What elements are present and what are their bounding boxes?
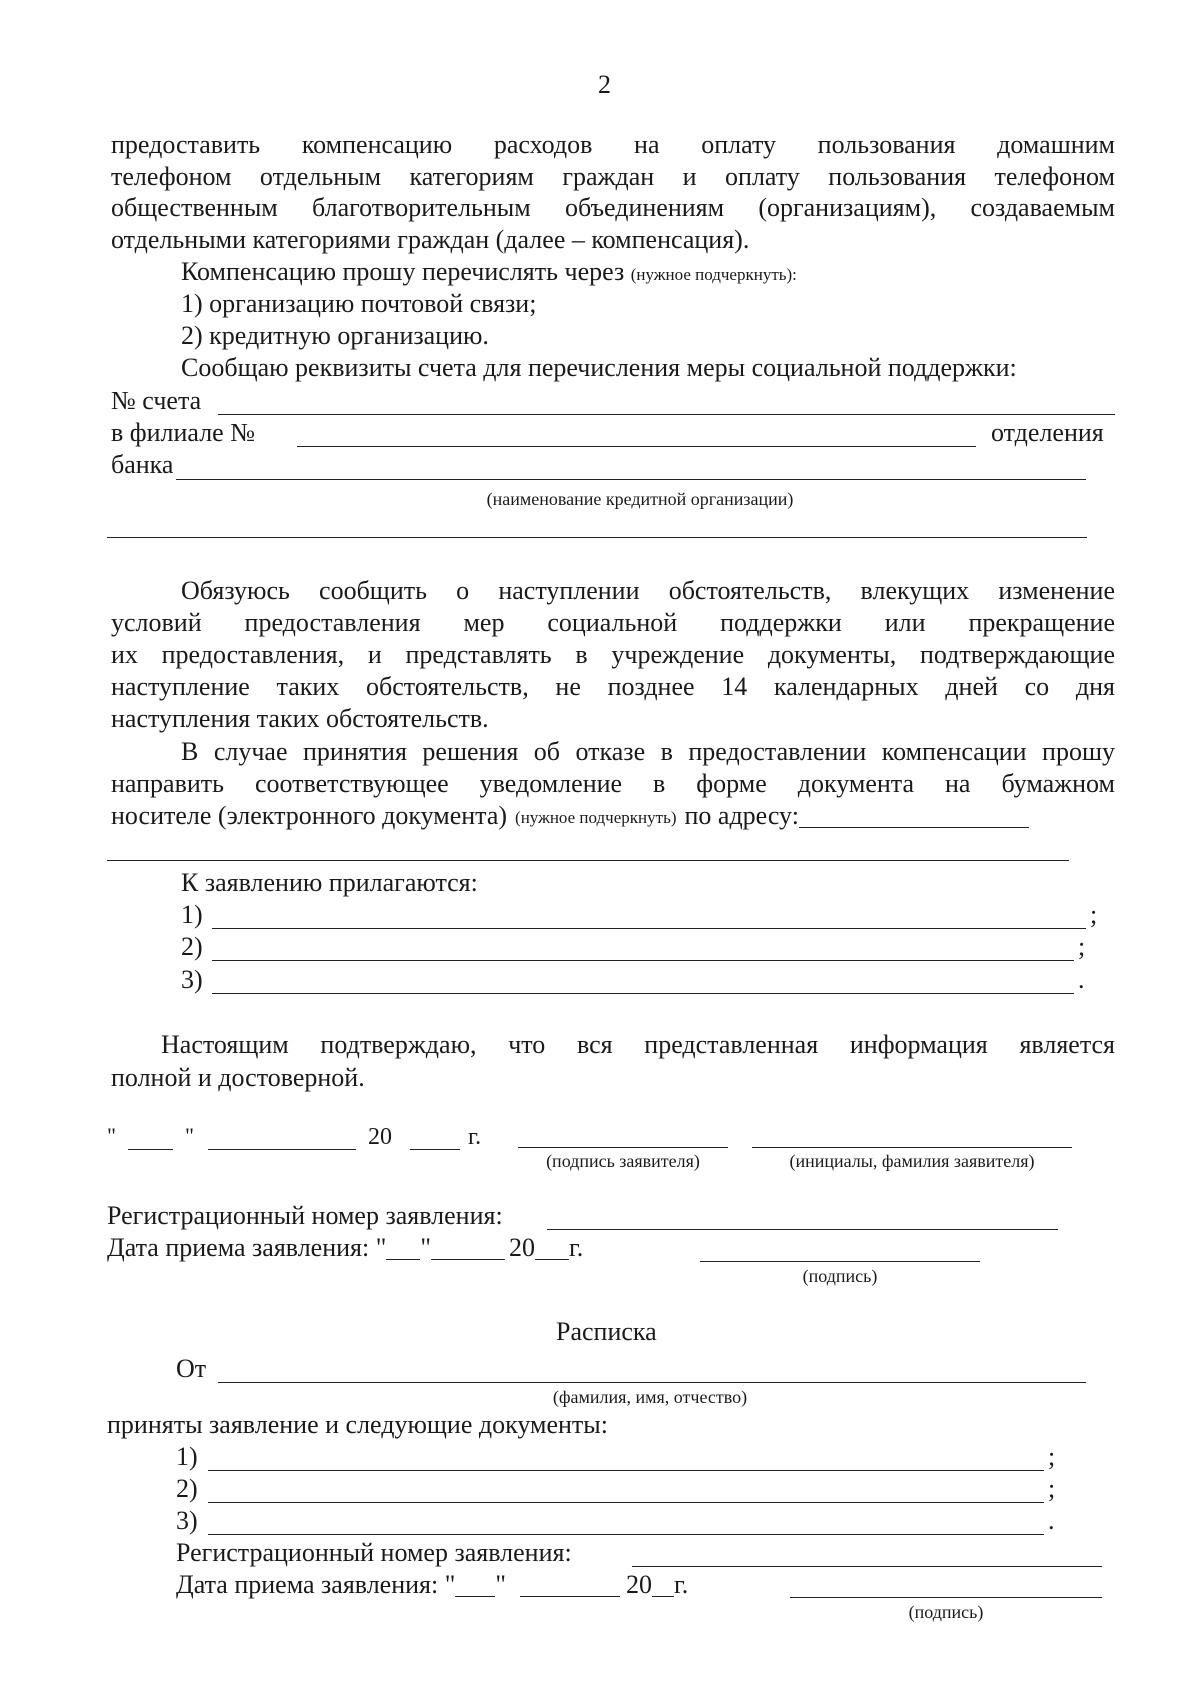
attachment-field[interactable] bbox=[212, 993, 1074, 994]
confirmation-line: полной и достоверной. bbox=[111, 1063, 365, 1092]
refusal-line: направить соответствующее уведомление в форме документа на бумажном bbox=[111, 769, 1115, 798]
receipt-item-field[interactable] bbox=[208, 1534, 1044, 1535]
receipt-from-caption: (фамилия, имя, отчество) bbox=[552, 1387, 748, 1407]
receipt-accepted-text: приняты заявление и следующие документы: bbox=[107, 1410, 608, 1439]
receipt-year-prefix: 20 bbox=[625, 1570, 652, 1599]
receipt-item-number: 2) bbox=[176, 1474, 198, 1503]
receipt-item-end: . bbox=[1048, 1506, 1055, 1535]
obligation-line: Обязуюсь сообщить о наступлении обстоятельств, влекущих изменение bbox=[181, 576, 1115, 605]
account-number-field[interactable] bbox=[218, 414, 1115, 415]
registration-year-field[interactable] bbox=[535, 1259, 569, 1260]
receipt-item-end: ; bbox=[1048, 1474, 1056, 1503]
date-year-field[interactable] bbox=[410, 1149, 460, 1150]
transfer-option-bank[interactable]: 2) кредитную организацию. bbox=[181, 321, 489, 350]
attachment-end: ; bbox=[1078, 932, 1086, 961]
receipt-year-suffix: г. bbox=[673, 1570, 689, 1599]
receipt-year-field[interactable] bbox=[652, 1596, 674, 1597]
obligation-line: условий предоставления мер социальной поддержки или прекращение bbox=[111, 608, 1115, 637]
applicant-name-caption: (инициалы, фамилия заявителя) bbox=[789, 1151, 1035, 1171]
branch-label: в филиале № bbox=[111, 418, 256, 447]
bank-name-caption: (наименование кредитной организации) bbox=[486, 489, 794, 509]
date-quote-close: " bbox=[185, 1123, 194, 1148]
receipt-item-field[interactable] bbox=[208, 1502, 1044, 1503]
intro-line: общественным благотворительным объединениям (организациям), создаваемым bbox=[111, 193, 1115, 222]
account-number-label: № счета bbox=[111, 386, 202, 415]
date-year-suffix: г. bbox=[468, 1124, 482, 1150]
bank-name-field[interactable] bbox=[176, 479, 1086, 480]
transfer-question bbox=[181, 257, 797, 287]
applicant-name-field[interactable] bbox=[752, 1147, 1072, 1148]
receipt-item-number: 3) bbox=[176, 1506, 198, 1535]
attachment-number: 3) bbox=[181, 965, 203, 994]
registration-year-suffix: г. bbox=[568, 1233, 584, 1262]
receipt-item-end: ; bbox=[1048, 1442, 1056, 1471]
receipt-title: Расписка bbox=[556, 1317, 657, 1346]
attachment-end: ; bbox=[1090, 900, 1098, 929]
receipt-signature-field[interactable] bbox=[790, 1597, 1102, 1598]
department-label: отделения bbox=[991, 418, 1104, 447]
registration-date-label: Дата приема заявления: " bbox=[107, 1233, 387, 1262]
registration-year-prefix: 20 bbox=[508, 1233, 535, 1262]
date-year-prefix: 20 bbox=[368, 1124, 392, 1150]
attachment-number: 1) bbox=[181, 900, 203, 929]
refusal-text: носителе (электронного документа) bbox=[111, 801, 508, 830]
attachment-end: . bbox=[1078, 965, 1085, 994]
registration-number-field[interactable] bbox=[547, 1229, 1058, 1230]
receipt-number-field[interactable] bbox=[632, 1566, 1102, 1567]
transfer-option-post[interactable]: 1) организацию почтовой связи; bbox=[181, 289, 537, 318]
attachment-field[interactable] bbox=[212, 960, 1074, 961]
registration-day-field[interactable] bbox=[386, 1259, 420, 1260]
refusal-note: (нужное подчеркнуть) bbox=[515, 808, 677, 827]
obligation-line: наступление таких обстоятельств, не позднее 14 календарных дней со дня bbox=[111, 672, 1115, 701]
receipt-item-number: 1) bbox=[176, 1442, 198, 1471]
account-intro: Сообщаю реквизиты счета для перечисления меры социальной поддержки: bbox=[181, 353, 1017, 382]
receipt-month-field[interactable] bbox=[520, 1596, 620, 1597]
address-field[interactable] bbox=[799, 827, 1029, 828]
registration-number-label: Регистрационный номер заявления: bbox=[107, 1201, 503, 1230]
date-month-field[interactable] bbox=[208, 1149, 356, 1150]
address-field-extra[interactable] bbox=[107, 860, 1069, 861]
refusal-address-row bbox=[111, 801, 1029, 831]
receipt-date-quote: " bbox=[495, 1570, 506, 1599]
applicant-signature-field[interactable] bbox=[518, 1147, 728, 1148]
transfer-note: (нужное подчеркнуть): bbox=[630, 265, 797, 284]
registration-signature-field[interactable] bbox=[700, 1261, 980, 1262]
date-quote-open: " bbox=[107, 1123, 116, 1148]
attachment-number: 2) bbox=[181, 932, 203, 961]
receipt-date-label: Дата приема заявления: " bbox=[176, 1570, 456, 1599]
address-label: по адресу: bbox=[684, 801, 799, 830]
receipt-day-field[interactable] bbox=[455, 1596, 495, 1597]
transfer-text: Компенсацию прошу перечислять через bbox=[181, 257, 625, 286]
registration-date-row bbox=[107, 1233, 583, 1263]
receipt-number-label: Регистрационный номер заявления: bbox=[176, 1538, 572, 1567]
receipt-item-field[interactable] bbox=[208, 1470, 1044, 1471]
intro-line: предоставить компенсацию расходов на оплату пользования домашним bbox=[111, 130, 1115, 159]
refusal-line: В случае принятия решения об отказе в предоставлении компенсации прошу bbox=[181, 737, 1115, 766]
registration-date-quote: " bbox=[420, 1233, 431, 1262]
registration-month-field[interactable] bbox=[431, 1259, 505, 1260]
attachment-field[interactable] bbox=[212, 928, 1086, 929]
attachments-title: К заявлению прилагаются: bbox=[181, 868, 478, 897]
confirmation-line: Настоящим подтверждаю, что вся представленная информация является bbox=[161, 1030, 1115, 1059]
bank-name-field-extra[interactable] bbox=[107, 537, 1087, 538]
date-day-field[interactable] bbox=[128, 1149, 173, 1150]
receipt-from-label: От bbox=[176, 1354, 207, 1383]
page-number: 2 bbox=[598, 70, 611, 99]
receipt-signature-caption: (подпись) bbox=[908, 1602, 984, 1622]
receipt-date-row bbox=[176, 1570, 688, 1600]
branch-number-field[interactable] bbox=[297, 446, 976, 447]
applicant-signature-caption: (подпись заявителя) bbox=[546, 1151, 700, 1171]
registration-signature-caption: (подпись) bbox=[802, 1266, 878, 1286]
bank-label: банка bbox=[111, 450, 174, 479]
obligation-line: наступления таких обстоятельств. bbox=[111, 704, 489, 733]
intro-line: телефоном отдельным категориям граждан и оплату пользования телефоном bbox=[111, 162, 1115, 191]
intro-line: отдельными категориями граждан (далее – компенсация). bbox=[111, 225, 750, 254]
obligation-line: их предоставления, и представлять в учреждение документы, подтверждающие bbox=[111, 640, 1115, 669]
receipt-from-field[interactable] bbox=[218, 1382, 1086, 1383]
